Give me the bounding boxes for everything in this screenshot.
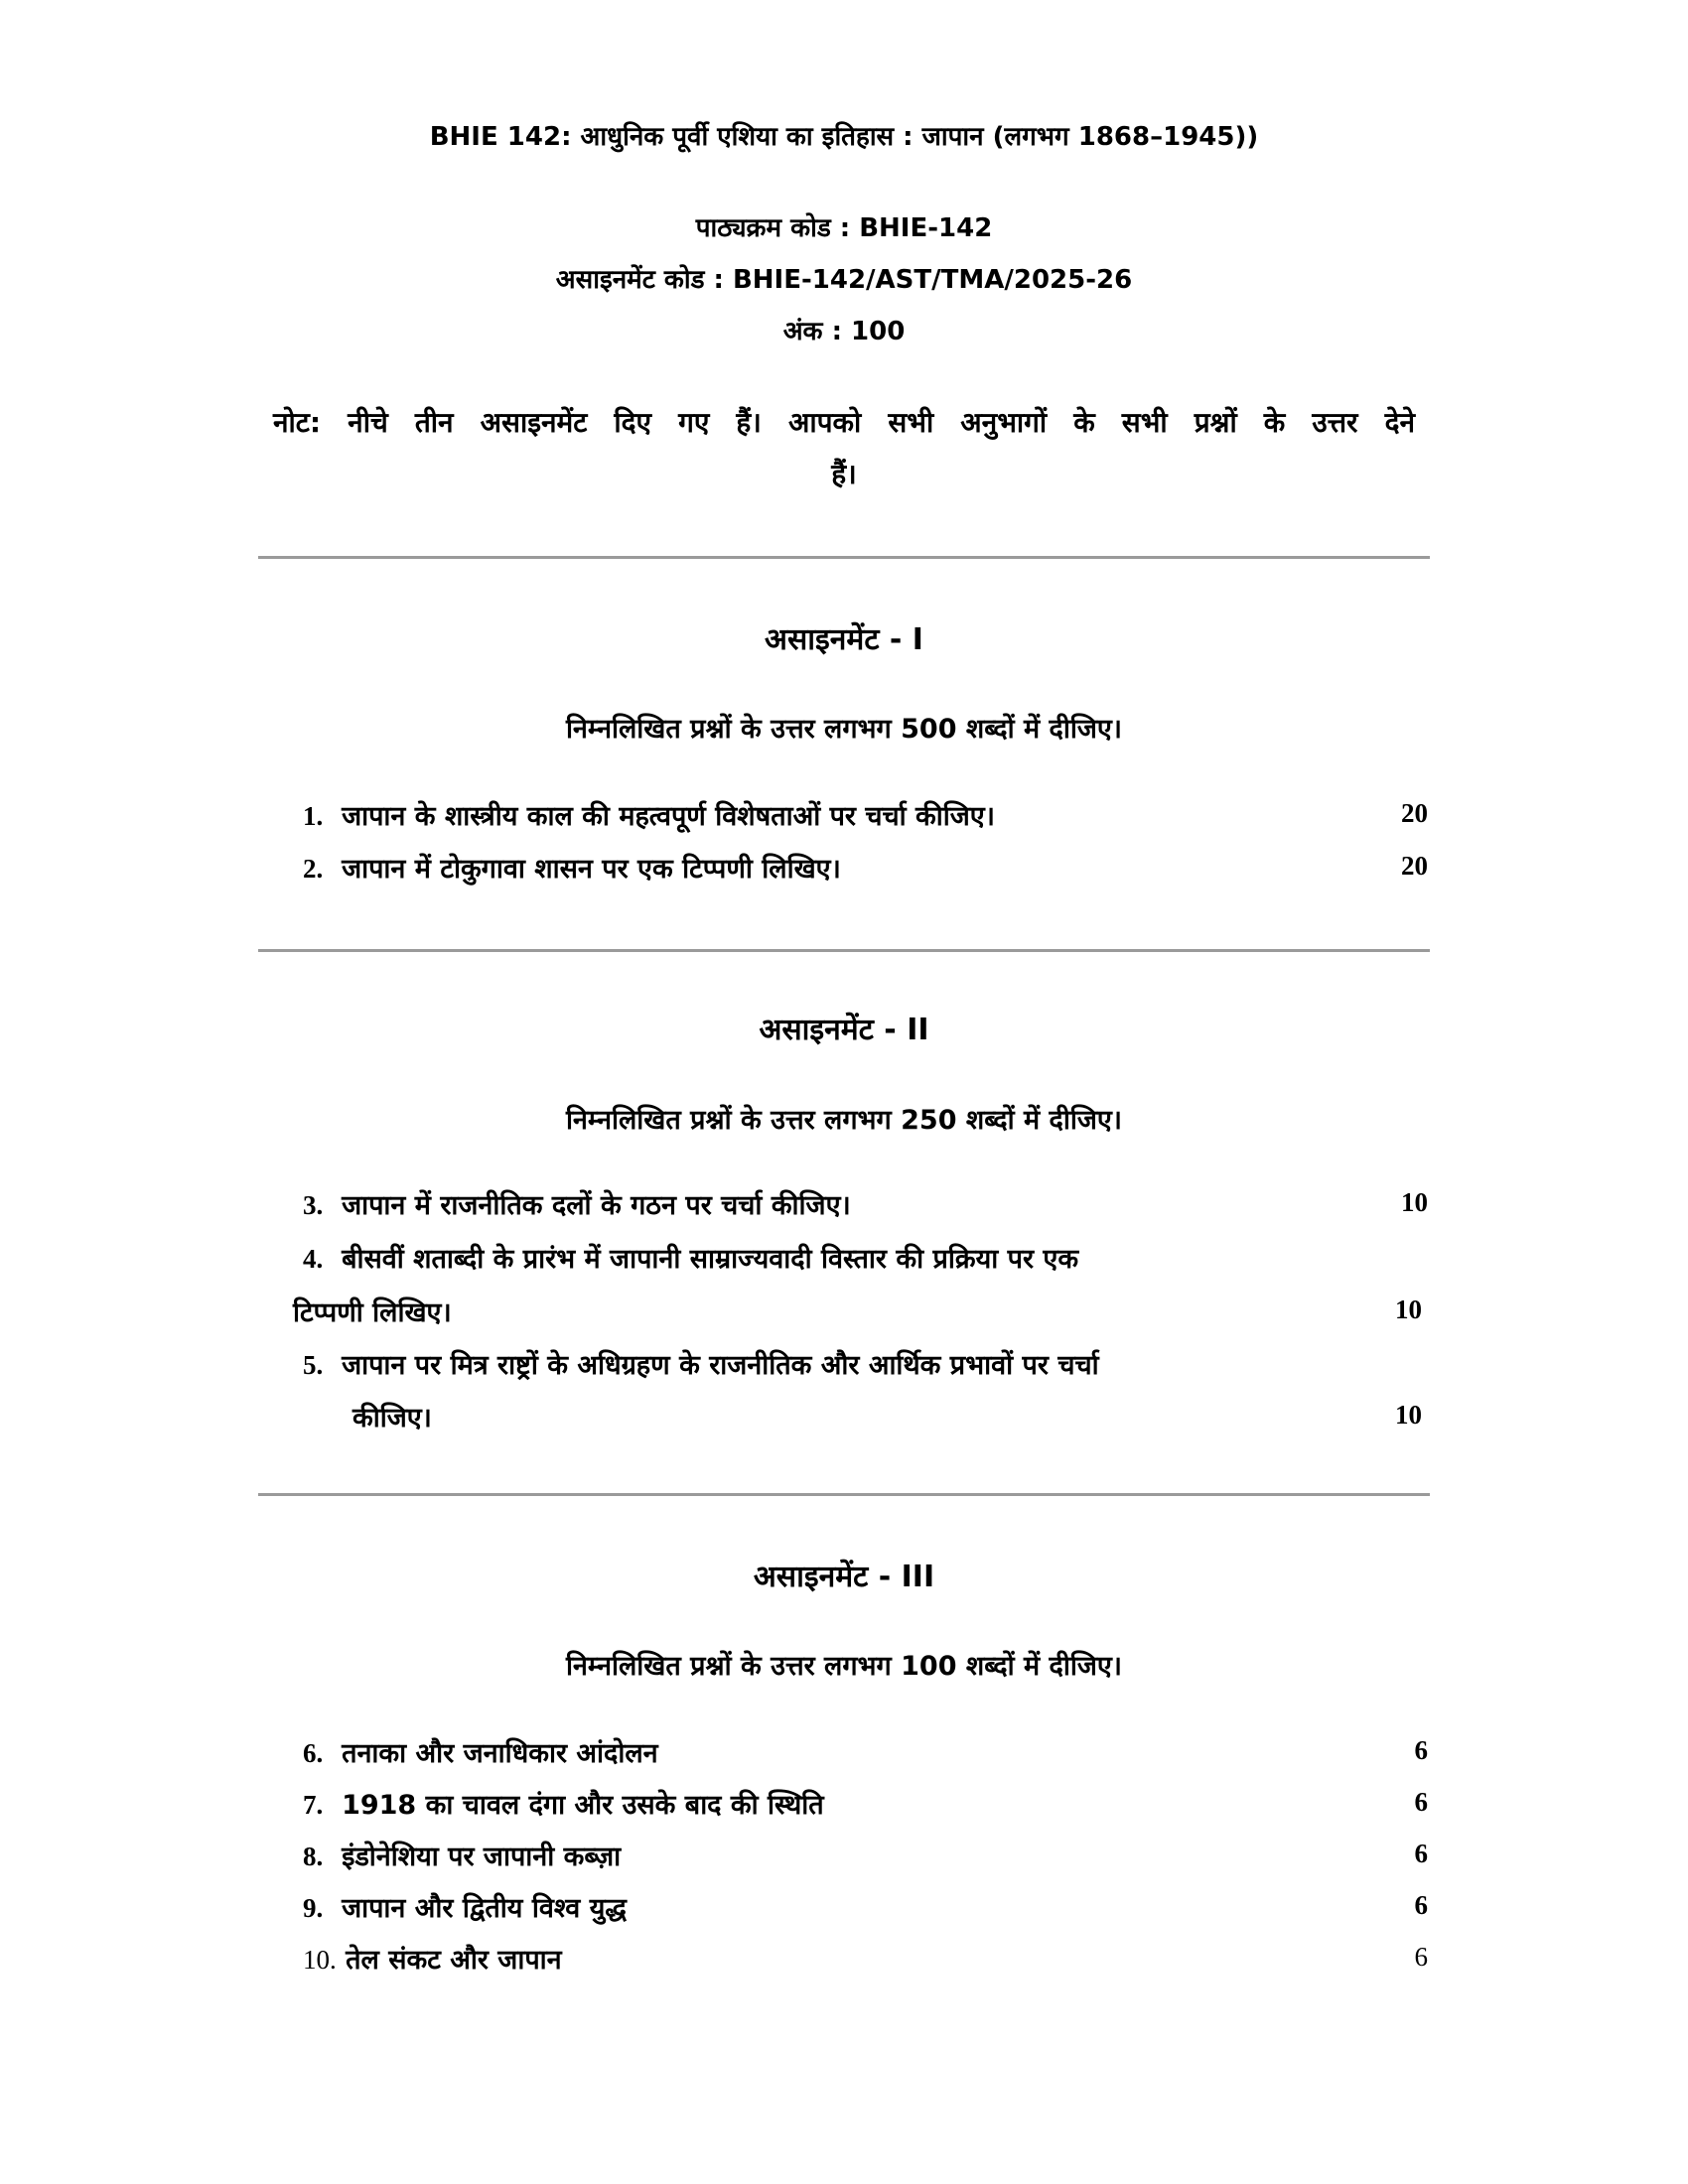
question-8-marks: 6 [1414, 1839, 1428, 1868]
question-6-marks: 6 [1414, 1735, 1428, 1765]
question-number: 9. [303, 1893, 324, 1923]
question-text: इंडोनेशिया पर जापानी कब्ज़ा [342, 1842, 622, 1872]
section-divider [258, 556, 1430, 559]
assignment-code: असाइनमेंट कोड : BHIE-142/AST/TMA/2025-26 [555, 265, 1133, 295]
question-number: 4. [303, 1244, 324, 1274]
question-5-marks: 10 [1395, 1400, 1422, 1430]
question-1-marks: 20 [1401, 798, 1428, 828]
question-text: जापान में राजनीतिक दलों के गठन पर चर्चा कीजिए। [342, 1190, 851, 1221]
question-8 [303, 1837, 621, 1873]
question-4-marks: 10 [1395, 1295, 1422, 1324]
question-text: जापान में टोकुगावा शासन पर एक टिप्पणी लिखिए। [342, 854, 841, 885]
question-10 [303, 1940, 562, 1977]
question-number: 3. [303, 1190, 324, 1220]
question-text: जापान पर मित्र राष्ट्रों के अधिग्रहण के राजनीतिक और आर्थिक प्रभावों पर चर्चा [342, 1350, 1099, 1381]
section-divider [258, 949, 1430, 952]
question-5-continuation: कीजिए। [352, 1403, 432, 1433]
question-number: 10. [303, 1945, 337, 1975]
question-6 [303, 1733, 658, 1770]
assignment-3-heading: असाइनमेंट - III [753, 1560, 935, 1594]
question-number: 2. [303, 854, 324, 884]
question-text: जापान के शास्त्रीय काल की महत्वपूर्ण विशेषताओं पर चर्चा कीजिए। [342, 801, 995, 832]
question-7 [303, 1785, 824, 1822]
question-number: 5. [303, 1350, 324, 1380]
question-number: 7. [303, 1790, 324, 1820]
assignment-3-instruction: निम्नलिखित प्रश्नों के उत्तर लगभग 100 शब्दों में दीजिए। [565, 1651, 1123, 1682]
question-number: 1. [303, 801, 324, 831]
question-10-marks: 6 [1414, 1942, 1428, 1972]
question-4-continuation: टिप्पणी लिखिए। [293, 1297, 452, 1328]
question-3-marks: 10 [1401, 1187, 1428, 1217]
question-text: तेल संकट और जापान [346, 1945, 562, 1976]
question-5 [303, 1345, 1099, 1382]
note-line-2: हैं। [831, 458, 857, 490]
question-2 [303, 849, 841, 886]
assignment-2-heading: असाइनमेंट - II [759, 1013, 929, 1047]
course-code: पाठ्यक्रम कोड : BHIE-142 [695, 213, 993, 243]
section-divider [258, 1493, 1430, 1496]
question-4 [303, 1239, 1078, 1276]
question-9 [303, 1888, 627, 1925]
assignment-1-heading: असाइनमेंट - I [765, 622, 923, 657]
question-3 [303, 1185, 851, 1222]
note-line-1: नोट: नीचे तीन असाइनमेंट दिए गए हैं। आपको सभी अनुभागों के सभी प्रश्नों के उत्तर देने [273, 406, 1415, 439]
document-title: BHIE 142: आधुनिक पूर्वी एशिया का इतिहास : जापान (लगभग 1868–1945)) [429, 122, 1259, 152]
question-number: 6. [303, 1738, 324, 1768]
note [273, 397, 1415, 500]
total-marks: अंक : 100 [782, 317, 906, 346]
question-2-marks: 20 [1401, 851, 1428, 881]
question-text: जापान और द्वितीय विश्व युद्ध [342, 1893, 627, 1924]
question-9-marks: 6 [1414, 1890, 1428, 1920]
question-text: 1918 का चावल दंगा और उसके बाद की स्थिति [342, 1790, 824, 1821]
question-number: 8. [303, 1842, 324, 1871]
question-1 [303, 796, 995, 833]
question-text: तनाका और जनाधिकार आंदोलन [342, 1738, 658, 1769]
assignment-2-instruction: निम्नलिखित प्रश्नों के उत्तर लगभग 250 शब्दों में दीजिए। [565, 1105, 1123, 1136]
assignment-1-instruction: निम्नलिखित प्रश्नों के उत्तर लगभग 500 शब्दों में दीजिए। [565, 714, 1123, 745]
question-text: बीसवीं शताब्दी के प्रारंभ में जापानी साम्राज्यवादी विस्तार की प्रक्रिया पर एक [342, 1244, 1079, 1275]
question-7-marks: 6 [1414, 1787, 1428, 1817]
